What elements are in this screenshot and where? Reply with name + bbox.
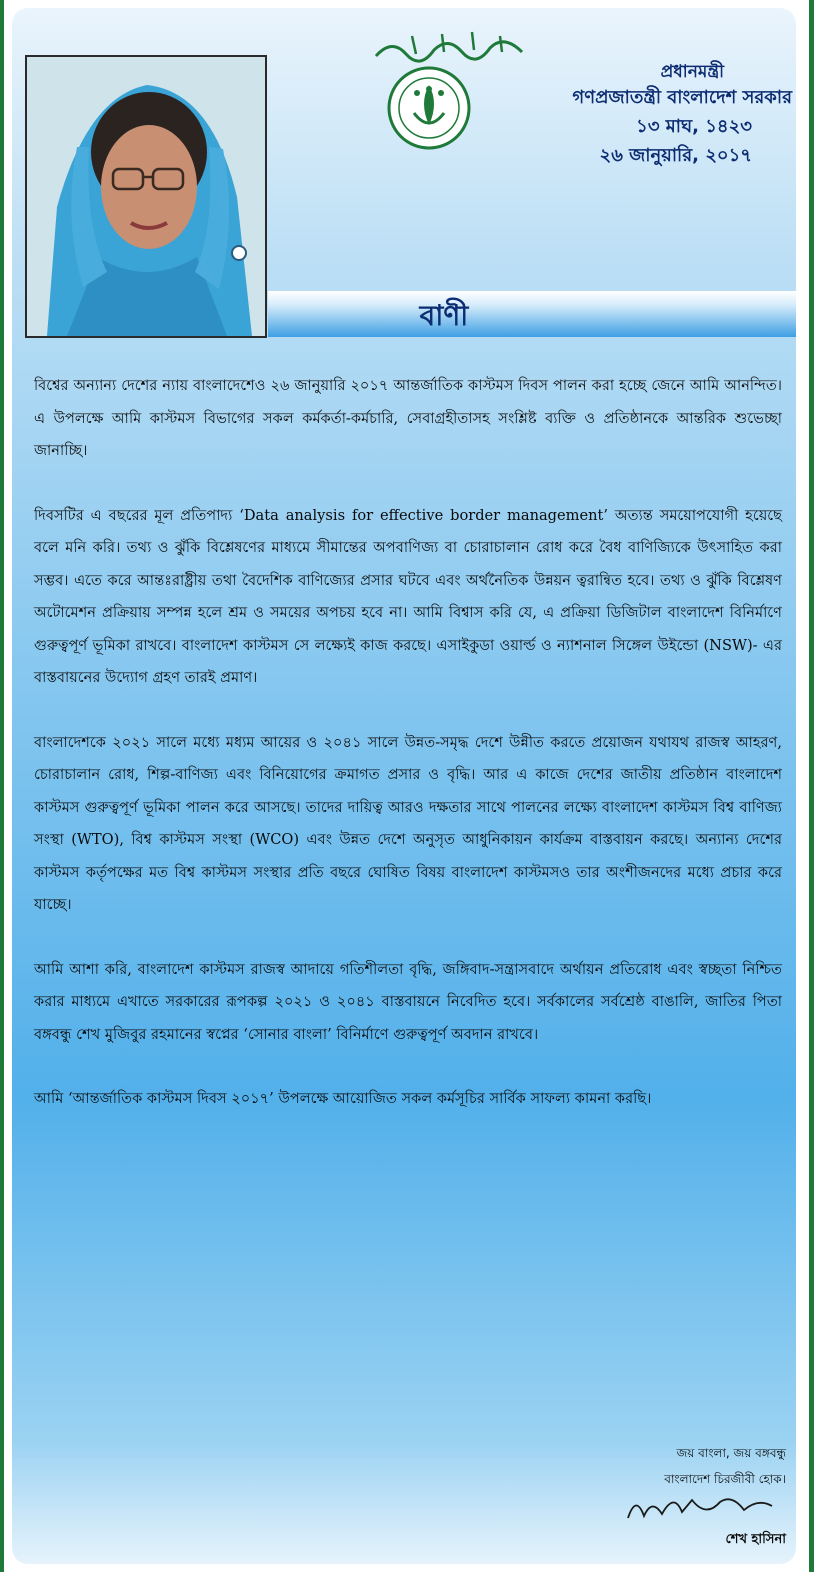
office-title: প্রধানমন্ত্রী bbox=[660, 62, 724, 82]
message-title: বাণী bbox=[419, 299, 469, 332]
portrait-photo bbox=[25, 55, 267, 338]
date-bangla: ১৩ মাঘ, ১৪২৩ bbox=[636, 116, 752, 137]
paragraph: দিবসটির এ বছরের মূল প্রতিপাদ্য ‘Data analysis for effective border management’ অত্যন্ত সময়োপযোগী হয়েছে বলে মনি করি। তথ্য ও ঝুঁকি বিশ্লেষণের মাধ্যমে সীমান্তের অপবাণিজ্য বা চোরাচালান রোধ করে বৈধ বাণিজ্যিকে উৎসাহিত করা সম্ভব। এতে করে আন্তঃরাষ্ট্রীয় তথা বৈদেশিক বাণিজ্যের প্রসার ঘটবে এবং অর্থনৈতিক উন্নয়ন ত্বরান্বিত হবে। তথ্য ও ঝুঁকি বিশ্লেষণ অটোমেশন প্রক্রিয়ায় সম্পন্ন হলে শ্রম ও সময়ের অপচয় হবে না। আমি বিশ্বাস করি যে, এ প্রক্রিয়া ডিজিটাল বাংলাদেশ বিনির্মাণে গুরুত্বপূর্ণ ভূমিকা রাখবে। বাংলাদেশ কাস্টমস সে লক্ষ্যেই কাজ করছে। এসাইকুডা ওয়ার্ল্ড ও ন্যাশনাল সিঙ্গেল উইন্ডো (NSW)- এর বাস্তবায়নের উদ্যোগ গ্রহণ তারই প্রমাণ। bbox=[34, 506, 782, 686]
government-name: গণপ্রজাতন্ত্রী বাংলাদেশ সরকার bbox=[572, 87, 792, 108]
message-body bbox=[34, 370, 782, 1148]
calligraphy-bismillah bbox=[372, 28, 532, 64]
handwritten-signature bbox=[622, 1488, 782, 1528]
signer-name: শেখ হাসিনা bbox=[725, 1532, 786, 1547]
title-banner bbox=[268, 291, 796, 337]
seal-emblem bbox=[384, 63, 474, 153]
date-gregorian: ২৬ জানুয়ারি, ২০১৭ bbox=[599, 145, 752, 166]
paragraph: আমি ‘আন্তর্জাতিক কাস্টমস দিবস ২০১৭’ উপলক্ষে আয়োজিত সকল কর্মসূচির সার্বিক সাফল্য কামনা করছি। bbox=[34, 1090, 652, 1107]
prime-minister-seal bbox=[384, 63, 474, 153]
closing-line-2: বাংলাদেশ চিরজীবী হোক। bbox=[664, 1472, 786, 1486]
closing-line-1: জয় বাংলা, জয় বঙ্গবন্ধু bbox=[676, 1446, 786, 1460]
paragraph: বাংলাদেশকে ২০২১ সালে মধ্যে মধ্যম আয়ের ও ২০৪১ সালে উন্নত-সমৃদ্ধ দেশে উন্নীত করতে প্রয়োজন যথাযথ রাজস্ব আহরণ, চোরাচালান রোধ, শিল্প-বাণিজ্য এবং বিনিয়োগের ক্রমাগত প্রসার ও বৃদ্ধি। আর এ কাজে দেশের জাতীয় প্রতিষ্ঠান বাংলাদেশ কাস্টমস গুরুত্বপূর্ণ ভূমিকা পালন করে আসছে। তাদের দায়িত্ব আরও দক্ষতার সাথে পালনের লক্ষ্যে বাংলাদেশ কাস্টমস বিশ্ব বাণিজ্য সংস্থা (WTO), বিশ্ব কাস্টমস সংস্থা (WCO) এবং উন্নত দেশে অনুসৃত আধুনিকায়ন কার্যক্রম বাস্তবায়ন করছে। অন্যান্য দেশের কাস্টমস কর্তৃপক্ষের মত বিশ্ব কাস্টমস সংস্থার প্রতি বছরে ঘোষিত বিষয় বাংলাদেশ কাস্টমসও তার অংশীজনদের মধ্যে প্রচার করে যাচ্ছে। bbox=[34, 733, 782, 913]
calligraphy-graphic bbox=[372, 28, 532, 64]
green-border-right bbox=[809, 0, 814, 1572]
paragraph: বিশ্বের অন্যান্য দেশের ন্যায় বাংলাদেশেও ২৬ জানুয়ারি ২০১৭ আন্তর্জাতিক কাস্টমস দিবস পালন করা হচ্ছে জেনে আমি আনন্দিত। এ উপলক্ষে আমি কাস্টমস বিভাগের সকল কর্মকর্তা-কর্মচারি, সেবাগ্রহীতাসহ সংশ্লিষ্ট ব্যক্তি ও প্রতিষ্ঠানকে আন্তরিক শুভেচ্ছা জানাচ্ছি। bbox=[34, 377, 782, 459]
message-panel bbox=[12, 8, 796, 1564]
closing-block bbox=[532, 1440, 786, 1492]
portrait-image bbox=[27, 57, 265, 336]
paragraph: আমি আশা করি, বাংলাদেশ কাস্টমস রাজস্ব আদায়ে গতিশীলতা বৃদ্ধি, জঙ্গিবাদ-সন্ত্রাসবাদে অর্থায়ন প্রতিরোধ এবং স্বচ্ছতা নিশ্চিত করার মাধ্যমে এখাতে সরকারের রূপকল্প ২০২১ ও ২০৪১ বাস্তবায়নে নিবেদিত হবে। সর্বকালের সর্বশ্রেষ্ঠ বাঙালি, জাতির পিতা বঙ্গবন্ধু শেখ মুজিবুর রহমানের স্বপ্নের ‘সোনার বাংলা’ বিনির্মাণে গুরুত্বপূর্ণ অবদান রাখবে। bbox=[34, 960, 782, 1043]
green-border-left bbox=[0, 0, 4, 1572]
header-block bbox=[492, 60, 792, 170]
signature-graphic bbox=[622, 1488, 782, 1528]
